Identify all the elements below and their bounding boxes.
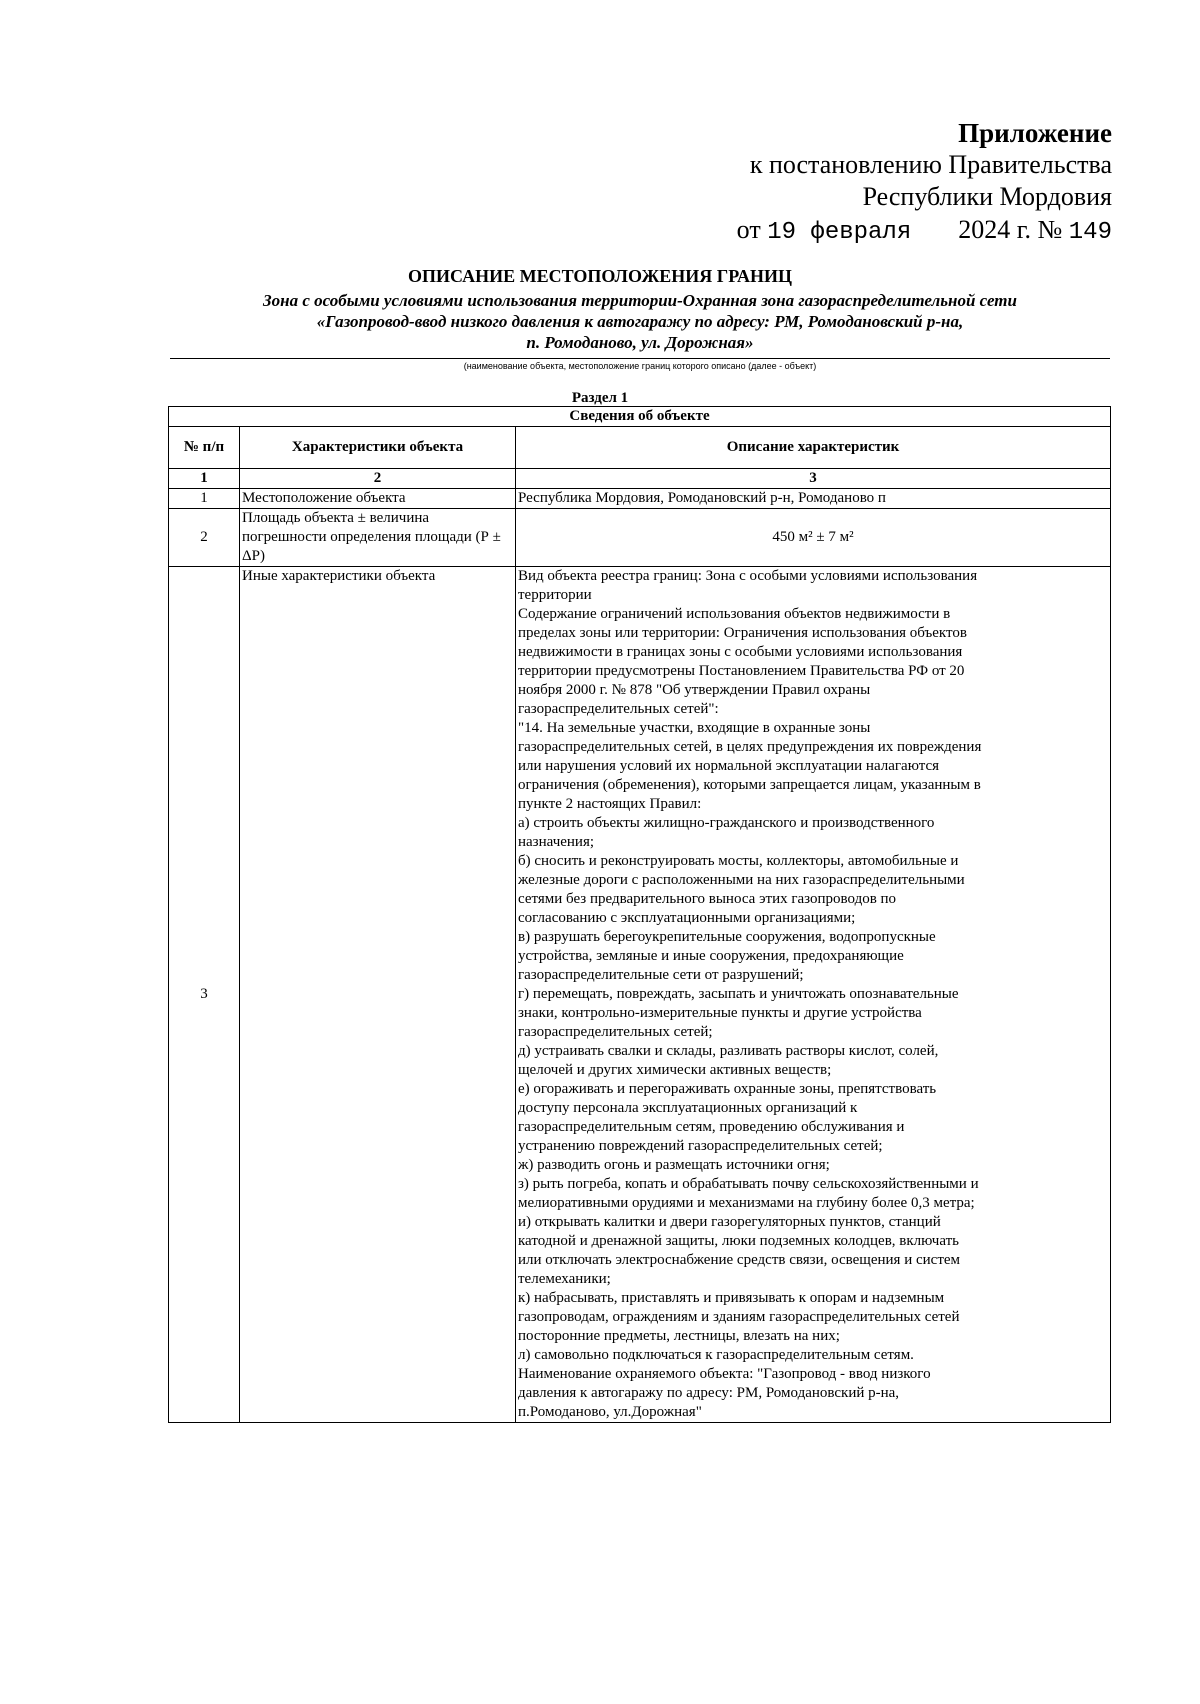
subtitle-line: Зона с особыми условиями использования территории-Охранная зона газораспределительной сети — [263, 291, 1017, 310]
description-line: сетями без предварительного выноса этих газопроводов по — [518, 891, 897, 907]
date-prefix: от — [736, 215, 761, 244]
description-line: д) устраивать свалки и склады, разливать растворы кислот, солей, — [518, 1043, 939, 1059]
description-line: катодной и дренажной защиты, люки подземных колодцев, включать — [518, 1233, 959, 1249]
description-line: давления к автогаражу по адресу: РМ, Ромодановский р-на, — [518, 1385, 900, 1401]
description-line: газораспределительных сетей": — [518, 701, 719, 717]
appendix-header — [737, 118, 1112, 248]
description-line: е) огораживать и перегораживать охранные зоны, препятствовать — [518, 1081, 937, 1097]
description-line: посторонние предметы, лестницы, влезать на них; — [518, 1328, 840, 1344]
row-name: Местоположение объекта — [240, 489, 516, 509]
appendix-title: Приложение — [958, 118, 1112, 148]
description-line: б) сносить и реконструировать мосты, коллекторы, автомобильные и — [518, 853, 959, 869]
description-line: или нарушения условий их нормальной эксплуатации налагаются — [518, 758, 940, 774]
table-row — [169, 509, 1111, 567]
underline-rule — [170, 358, 1110, 359]
description-line: л) самовольно подключаться к газораспределительным сетям. — [518, 1347, 914, 1363]
header-characteristic: Характеристики объекта — [240, 427, 516, 469]
row-name: Площадь объекта ± величина погрешности определения площади (Р ± ΔР) — [240, 509, 516, 567]
table-row — [169, 567, 1111, 1423]
description-line: пределах зоны или территории: Ограничения использования объектов — [518, 625, 967, 641]
row-value — [516, 567, 1111, 1423]
description-line: согласованию с эксплуатационными организациями; — [518, 910, 856, 926]
description-line: ж) разводить огонь и размещать источники огня; — [518, 1157, 830, 1173]
description-line: п.Ромоданово, ул.Дорожная" — [518, 1404, 702, 1420]
description-line: знаки, контрольно-измерительные пункты и другие устройства — [518, 1005, 922, 1021]
description-line: или отключать электроснабжение средств связи, освещения и систем — [518, 1252, 961, 1268]
description-line: газораспределительных сетей, в целях предупреждения их повреждения — [518, 739, 982, 755]
description-line: недвижимости в границах зоны с особыми условиями использования — [518, 644, 963, 660]
description-line: к) набрасывать, приставлять и привязывать к опорам и надземным — [518, 1290, 945, 1306]
decree-number: 149 — [1068, 219, 1112, 246]
column-number: 1 — [169, 469, 240, 489]
description-line: доступу персонала эксплуатационных организаций к — [518, 1100, 858, 1116]
description-subtitle — [170, 290, 1110, 353]
table-row — [169, 489, 1111, 509]
column-number: 3 — [516, 469, 1111, 489]
description-line: "14. На земельные участки, входящие в охранные зоны — [518, 720, 871, 736]
description-line: газопроводам, ограждениям и зданиям газораспределительных сетей — [518, 1309, 960, 1325]
description-line: и) открывать калитки и двери газорегуляторных пунктов, станций — [518, 1214, 941, 1230]
description-line: устройства, земляные и иные сооружения, предохраняющие — [518, 948, 904, 964]
description-line: телемеханики; — [518, 1271, 611, 1287]
date-handwritten: 19 февраля — [767, 219, 912, 246]
header-description: Описание характеристик — [516, 427, 1111, 469]
table-title: Сведения об объекте — [169, 407, 1111, 427]
appendix-date-line — [737, 215, 1112, 248]
description-line: газораспределительные сети от разрушений; — [518, 967, 804, 983]
row-number: 2 — [169, 509, 240, 567]
row-number: 3 — [169, 567, 240, 1423]
date-year: 2024 г. № — [958, 215, 1063, 244]
subtitle-line: п. Ромоданово, ул. Дорожная» — [526, 333, 754, 352]
underline-note: (наименование объекта, местоположение границ которого описано (далее - объект) — [463, 361, 817, 371]
description-line: газораспределительным сетям, проведению обслуживания и — [518, 1119, 905, 1135]
description-line: щелочей и других химически активных веществ; — [518, 1062, 832, 1078]
appendix-line-1: к постановлению Правительства — [749, 150, 1112, 179]
description-line: газораспределительных сетей; — [518, 1024, 713, 1040]
description-line: ограничения (обременения), которыми запрещается лицам, указанным в — [518, 777, 981, 793]
description-line: Наименование охраняемого объекта: "Газопровод - ввод низкого — [518, 1366, 931, 1382]
row-name: Иные характеристики объекта — [240, 567, 516, 1423]
description-line: территории предусмотрены Постановлением Правительства РФ от 20 — [518, 663, 965, 679]
description-line: Содержание ограничений использования объектов недвижимости в — [518, 606, 951, 622]
description-line: з) рыть погреба, копать и обрабатывать почву сельскохозяйственными и — [518, 1176, 979, 1192]
description-line: пункте 2 настоящих Правил: — [518, 796, 702, 812]
column-number: 2 — [240, 469, 516, 489]
row-number: 1 — [169, 489, 240, 509]
description-line: Вид объекта реестра границ: Зона с особыми условиями использования — [518, 568, 978, 584]
description-line: а) строить объекты жилищно-гражданского и производственного — [518, 815, 935, 831]
row-value: 450 м² ± 7 м² — [516, 509, 1111, 567]
description-line: ноября 2000 г. № 878 "Об утверждении Правил охраны — [518, 682, 871, 698]
subtitle-line: «Газопровод-ввод низкого давления к автогаражу по адресу: РМ, Ромодановский р-на, — [316, 312, 964, 331]
appendix-line-2: Республики Мордовия — [862, 182, 1112, 211]
description-line: железные дороги с расположенными на них газораспределительными — [518, 872, 965, 888]
description-line: мелиоративными орудиями и механизмами на глубину более 0,3 метра; — [518, 1195, 975, 1211]
object-info-table — [168, 406, 1111, 1423]
section-label: Раздел 1 — [571, 390, 629, 406]
description-title: ОПИСАНИЕ МЕСТОПОЛОЖЕНИЯ ГРАНИЦ — [408, 266, 792, 286]
description-line: в) разрушать берегоукрепительные сооружения, водопропускные — [518, 929, 936, 945]
description-line: территории — [518, 587, 592, 603]
header-number: № п/п — [169, 427, 240, 469]
row-value: Республика Мордовия, Ромодановский р-н, Ромоданово п — [516, 489, 1111, 509]
description-line: устранению повреждений газораспределительных сетей; — [518, 1138, 883, 1154]
description-line: г) перемещать, повреждать, засыпать и уничтожать опознавательные — [518, 986, 959, 1002]
description-line: назначения; — [518, 834, 595, 850]
